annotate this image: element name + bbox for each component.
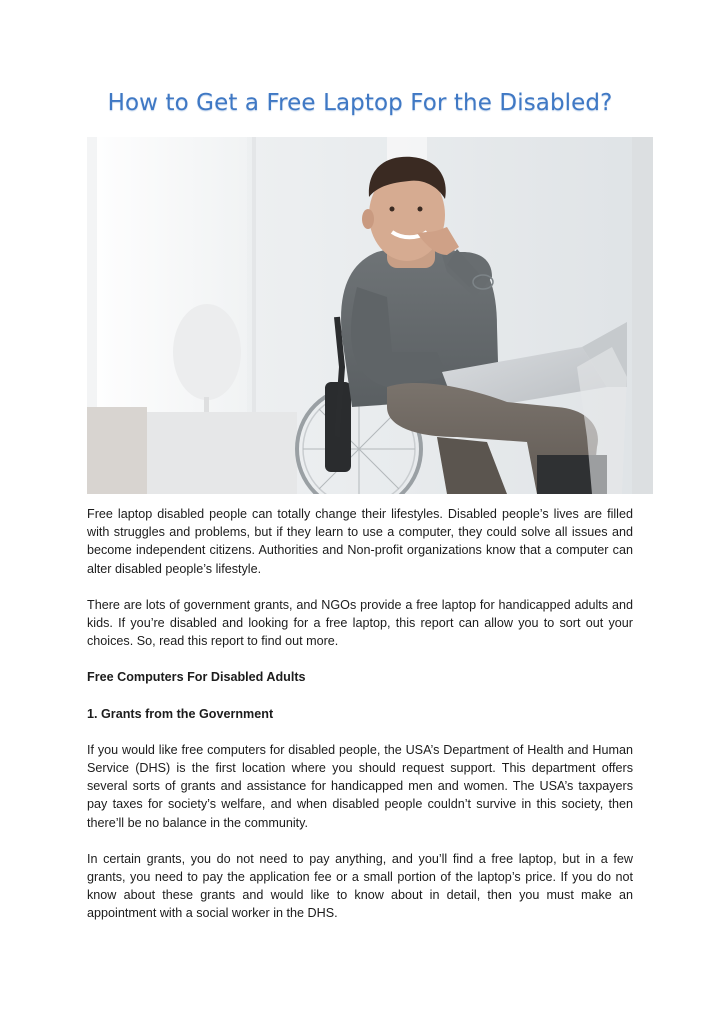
paragraph-grants-overview: There are lots of government grants, and NGOs provide a free laptop for handicapped adults and kids. If you’re disabled and looking for a free laptop, this report can allow you to sort out your choices. So, read this report to find out more. <box>87 597 633 649</box>
page-title: How to Get a Free Laptop For the Disabled? <box>107 90 613 116</box>
paragraph-grant-fees: In certain grants, you do not need to pay anything, and you’ll find a free laptop, but in a few grants, you need to pay the application fee or a small portion of the laptop’s price. If you do not know about these grants and would like to know about in detail, then you must make an appointment with a social worker in the DHS. <box>87 851 633 921</box>
article-body <box>87 505 633 923</box>
paragraph-intro: Free laptop disabled people can totally change their lifestyles. Disabled people’s lives are filled with struggles and problems, but if they learn to use a computer, they could solve all issues and become independent citizens. Authorities and Non-profit organizations know that a computer can alter disabled people’s lifestyle. <box>87 507 633 576</box>
section-heading: Free Computers For Disabled Adults <box>87 670 306 685</box>
subsection-heading: 1. Grants from the Government <box>87 706 274 721</box>
paragraph-dhs: If you would like free computers for disabled people, the USA’s Department of Health and Human Service (DHS) is the first location where you should request support. This department offers several sorts of grants and assistance for handicapped men and women. The USA’s taxpayers pay taxes for society’s welfare, and when disabled people couldn’t survive in this society, then there’ll be no balance in the community. <box>87 742 633 830</box>
hero-photo <box>87 137 653 494</box>
